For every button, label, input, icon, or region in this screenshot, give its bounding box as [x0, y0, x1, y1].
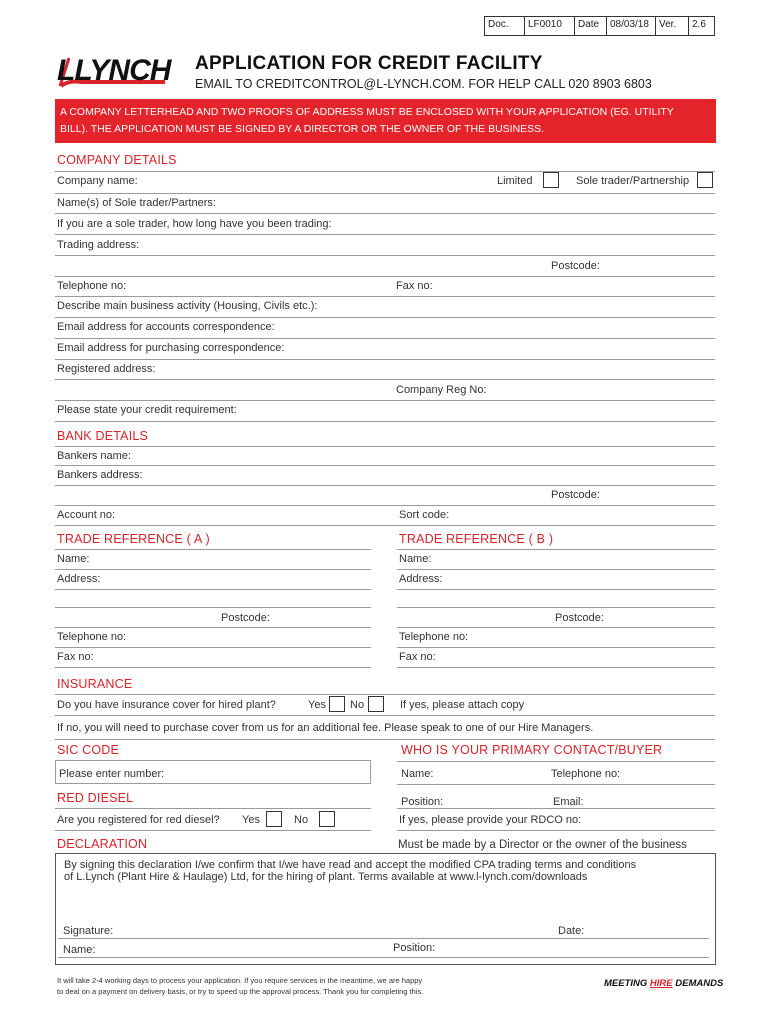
doc-value: LF0010	[524, 16, 575, 36]
limited-label: Limited	[497, 175, 533, 187]
trade-a-postcode-label: Postcode:	[221, 612, 270, 624]
red-diesel-no-label: No	[294, 814, 309, 826]
company-telephone-label: Telephone no:	[57, 280, 127, 292]
registered-address-label: Registered address:	[57, 363, 156, 375]
contact-name-label: Name:	[401, 768, 434, 780]
credit-requirement-label: Please state your credit requirement:	[57, 404, 237, 416]
company-fax-label: Fax no:	[396, 280, 433, 292]
date-label: Date	[574, 16, 607, 36]
slogan-part-3: DEMANDS	[672, 978, 724, 989]
trading-address-label: Trading address:	[57, 239, 140, 251]
trade-a-name-label: Name:	[57, 553, 90, 565]
footer-note-line-1: It will take 2-4 working days to process your application. If you require services in the meantime, we are happy	[57, 976, 423, 985]
limited-checkbox[interactable]	[543, 172, 559, 188]
banner-line-2: BILL). THE APPLICATION MUST BE SIGNED BY A DIRECTOR OR THE OWNER OF THE BUSINESS.	[60, 123, 545, 135]
insurance-no-label: No	[350, 699, 365, 711]
trade-b-postcode-label: Postcode:	[555, 612, 604, 624]
insurance-heading: INSURANCE	[57, 677, 133, 691]
banner-line-1: A COMPANY LETTERHEAD AND TWO PROOFS OF ADDRESS MUST BE ENCLOSED WITH YOUR APPLICATION (EG. UTILITY	[60, 106, 674, 118]
sic-code-heading: SIC CODE	[57, 743, 120, 757]
sic-input-box[interactable]	[55, 760, 371, 784]
trade-b-fax-label: Fax no:	[399, 651, 436, 663]
requirements-banner	[55, 99, 716, 143]
accounts-email-label: Email address for accounts correspondence:	[57, 321, 275, 333]
declaration-name-label: Name:	[63, 944, 96, 956]
bankers-name-label: Bankers name:	[57, 450, 131, 462]
contact-position-label: Position:	[401, 796, 444, 808]
page-title: APPLICATION FOR CREDIT FACILITY	[195, 53, 543, 74]
llynch-logo	[55, 52, 169, 92]
red-diesel-heading: RED DIESEL	[57, 791, 134, 805]
trading-duration-label: If you are a sole trader, how long have you been trading:	[57, 218, 332, 230]
sole-trader-label: Sole trader/Partnership	[576, 175, 690, 187]
declaration-requirement: Must be made by a Director or the owner of the business	[398, 839, 687, 851]
sole-trader-checkbox[interactable]	[697, 172, 713, 188]
company-name-label: Company name:	[57, 175, 138, 187]
partners-names-label: Name(s) of Sole trader/Partners:	[57, 197, 216, 209]
bank-details-heading: BANK DETAILS	[57, 429, 149, 443]
trade-a-fax-label: Fax no:	[57, 651, 94, 663]
company-details-heading: COMPANY DETAILS	[57, 153, 177, 167]
page-subtitle: EMAIL TO CREDITCONTROL@L-LYNCH.COM. FOR HELP CALL 020 8903 6803	[195, 77, 652, 91]
insurance-attach-note: If yes, please attach copy	[400, 699, 525, 711]
footer-slogan	[604, 978, 723, 989]
rdco-label: If yes, please provide your RDCO no:	[399, 814, 582, 826]
sic-prompt: Please enter number:	[59, 768, 165, 780]
ver-value: 2.6	[688, 16, 715, 36]
red-diesel-question: Are you registered for red diesel?	[57, 814, 220, 826]
purchasing-email-label: Email address for purchasing correspondence:	[57, 342, 285, 354]
doc-label: Doc.	[484, 16, 525, 36]
ver-label: Ver.	[655, 16, 689, 36]
date-value: 08/03/18	[606, 16, 656, 36]
bankers-address-label: Bankers address:	[57, 469, 143, 481]
declaration-position-label: Position:	[393, 942, 436, 954]
contact-email-label: Email:	[553, 796, 584, 808]
footer-note-line-2: to deal on a payment on delivery basis, or try to speed up the approval process. Thank you for completing this.	[57, 987, 424, 996]
logo-text: LLYNCH	[57, 54, 171, 87]
company-reg-label: Company Reg No:	[396, 384, 487, 396]
red-diesel-no-checkbox[interactable]	[319, 811, 335, 827]
bank-postcode-label: Postcode:	[551, 489, 600, 501]
slogan-hire: HIRE	[649, 978, 673, 989]
trade-a-telephone-label: Telephone no:	[57, 631, 127, 643]
account-no-label: Account no:	[57, 509, 116, 521]
contact-telephone-label: Telephone no:	[551, 768, 621, 780]
trade-b-name-label: Name:	[399, 553, 432, 565]
declaration-date-label: Date:	[558, 925, 585, 937]
trading-postcode-label: Postcode:	[551, 260, 600, 272]
business-activity-label: Describe main business activity (Housing, Civils etc.):	[57, 300, 318, 312]
trade-b-telephone-label: Telephone no:	[399, 631, 469, 643]
primary-contact-heading: WHO IS YOUR PRIMARY CONTACT/BUYER	[401, 743, 663, 757]
declaration-heading: DECLARATION	[57, 837, 148, 851]
insurance-no-checkbox[interactable]	[368, 696, 384, 712]
signature-label: Signature:	[63, 925, 114, 937]
declaration-box	[55, 853, 716, 965]
declaration-text-2: of L.Lynch (Plant Hire & Haulage) Ltd, for the hiring of plant. Terms available at www.l-lynch.com/downloads	[64, 871, 588, 883]
insurance-question: Do you have insurance cover for hired plant?	[57, 699, 276, 711]
insurance-no-note: If no, you will need to purchase cover from us for an additional fee. Please speak to one of our Hire Managers.	[57, 722, 594, 734]
footer-note	[57, 975, 423, 997]
trade-ref-a-heading: TRADE REFERENCE ( A )	[57, 532, 210, 546]
insurance-yes-checkbox[interactable]	[329, 696, 345, 712]
declaration-text-1: By signing this declaration I/we confirm that I/we have read and accept the modified CPA trading terms and conditions	[64, 859, 637, 871]
sort-code-label: Sort code:	[399, 509, 450, 521]
red-diesel-yes-checkbox[interactable]	[266, 811, 282, 827]
trade-b-address-label: Address:	[399, 573, 443, 585]
slogan-part-1: MEETING	[604, 978, 650, 989]
insurance-yes-label: Yes	[308, 699, 326, 711]
trade-ref-b-heading: TRADE REFERENCE ( B )	[399, 532, 554, 546]
red-diesel-yes-label: Yes	[242, 814, 260, 826]
trade-a-address-label: Address:	[57, 573, 101, 585]
